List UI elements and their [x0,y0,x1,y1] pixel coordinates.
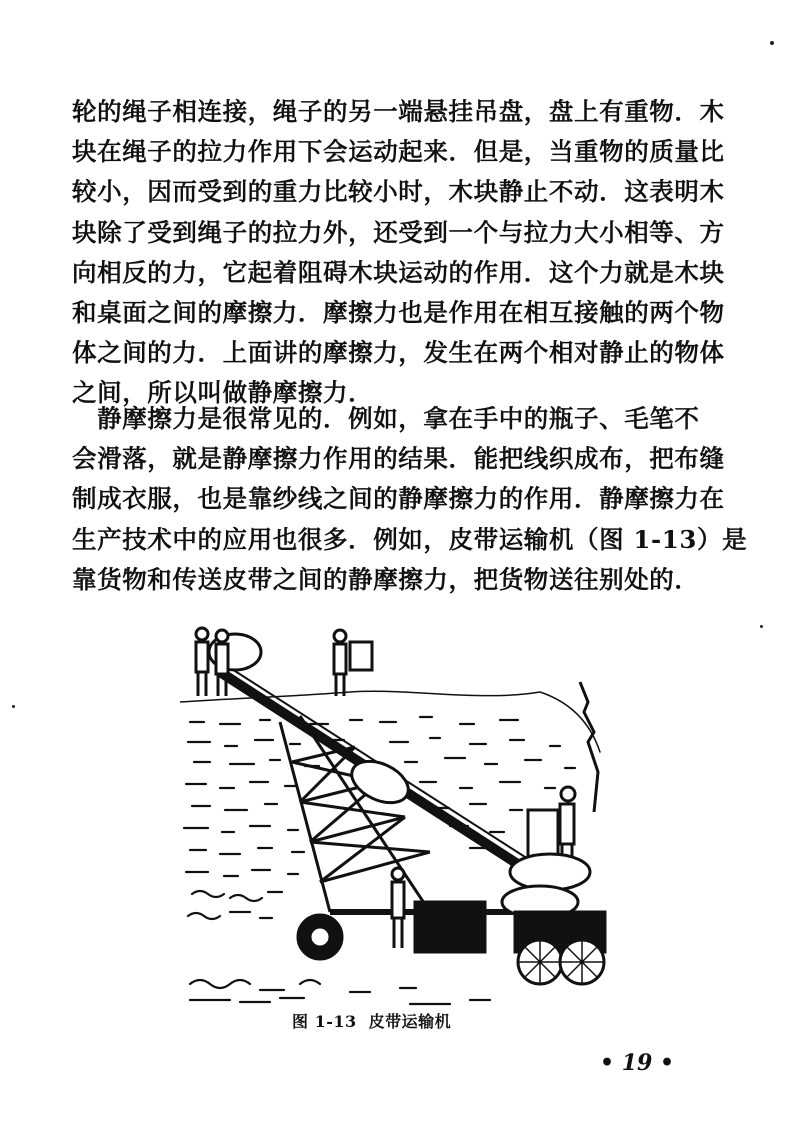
text-line: 块在绳子的拉力作用下会运动起来．但是，当重物的质量比 [72,137,725,167]
text-line: 体之间的力．上面讲的摩擦力，发生在两个相对静止的物体 [72,338,725,368]
figure-caption [292,1009,451,1032]
text-line: 生产技术中的应用也很多．例如，皮带运输机（图 1-13）是 [72,524,748,554]
page-number: • 19 • [600,1050,675,1076]
text-line: 块除了受到绳子的拉力外，还受到一个与拉力大小相等、方 [72,217,725,247]
text-line: 会滑落，就是静摩擦力作用的结果．能把线织成布，把布缝 [72,444,725,474]
belt-conveyor-illustration [180,612,620,1008]
paragraph-static-friction-definition [72,92,725,414]
text-line: 静摩擦力是很常见的．例如，拿在手中的瓶子、毛笔不 [72,404,700,433]
scan-speck [770,41,774,45]
text-line: 之间，所以叫做静摩擦力． [72,378,374,408]
scan-speck [12,705,15,708]
cart [298,854,605,984]
figure-title: 皮带运输机 [368,1012,452,1031]
text-line: 轮的绳子相连接，绳子的另一端悬挂吊盘，盘上有重物．木 [72,97,725,126]
paragraph-static-friction-examples [72,399,748,600]
bush [580,682,598,812]
text-line: 靠货物和传送皮带之间的静摩擦力，把货物送往别处的． [72,564,700,594]
text-line: 和桌面之间的摩擦力．摩擦力也是作用在相互接触的两个物 [72,298,725,328]
text-line: 向相反的力，它起着阻碍木块运动的作用．这个力就是木块 [72,257,725,287]
text-line: 较小，因而受到的重力比较小时，木块静止不动．这表明木 [72,177,725,207]
figure-number: 图 1-13 [292,1012,357,1031]
text-line: 制成衣服，也是靠纱线之间的静摩擦力的作用．静摩擦力在 [72,484,725,514]
scan-speck [760,625,763,628]
